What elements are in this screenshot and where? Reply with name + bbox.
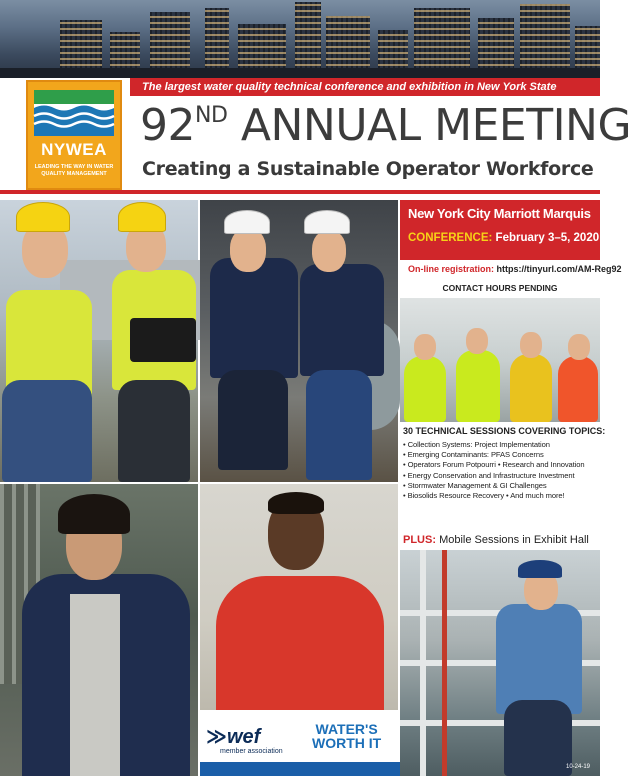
plus-note	[403, 534, 589, 546]
nywea-logo	[26, 80, 122, 190]
meeting-suffix: ND	[195, 103, 228, 128]
list-item: • Operators Forum Potpourri • Research and Innovation	[403, 460, 585, 470]
list-item: • Collection Systems: Project Implementation	[403, 440, 550, 449]
title-banner	[0, 78, 631, 194]
logo-slogan: LEADING THE WAY IN WATER QUALITY MANAGEMENT	[34, 164, 114, 177]
event-venue: New York City Marriott Marquis	[408, 206, 591, 221]
list-item: • Emerging Contaminants: PFAS Concerns	[403, 450, 544, 460]
city-skyline-photo	[0, 0, 600, 78]
worth-line-1: WATER'S	[315, 721, 378, 737]
plus-label: PLUS:	[403, 534, 436, 546]
conference-date-value: February 3–5, 2020	[495, 232, 600, 244]
wef-logo: ≫wef	[206, 726, 261, 748]
tagline-bar: The largest water quality technical conference and exhibition in New York State	[130, 78, 600, 96]
photo-engineers	[0, 200, 198, 482]
water-waves-icon	[34, 90, 114, 136]
meeting-subtitle: Creating a Sustainable Operator Workforce	[142, 158, 594, 180]
list-item: • Stormwater Management & GI Challenges	[403, 480, 547, 490]
photo-operators-plant	[200, 200, 398, 482]
photo-woman-operator	[0, 484, 198, 776]
banner-divider	[0, 190, 600, 194]
photo-man-red-hoodie	[200, 484, 398, 710]
worth-line-2: WORTH IT	[312, 735, 382, 751]
photo-operator-railing	[400, 550, 600, 776]
registration-line	[400, 260, 622, 278]
waters-worth-it-logo	[312, 722, 381, 750]
meeting-title	[140, 100, 631, 151]
meeting-number: 92	[140, 100, 195, 151]
registration-link[interactable]: https://tinyurl.com/AM-Reg92	[496, 264, 622, 274]
footer-strip	[200, 762, 400, 776]
registration-label: On-line registration:	[408, 264, 495, 274]
technical-sessions-panel	[400, 424, 606, 548]
conference-dates	[408, 232, 599, 244]
sessions-title: 30 TECHNICAL SESSIONS COVERING TOPICS:	[403, 426, 606, 436]
sessions-topic-list	[403, 440, 585, 501]
contact-hours-note: CONTACT HOURS PENDING	[442, 283, 558, 293]
sponsor-logos	[200, 710, 400, 766]
list-item: • Energy Conservation and Infrastructure Investment	[403, 470, 575, 480]
conference-label: CONFERENCE:	[408, 232, 493, 244]
print-code: 10-24-19	[566, 764, 591, 770]
wef-tagline: member association	[220, 748, 283, 755]
plus-text: Mobile Sessions in Exhibit Hall	[439, 534, 589, 546]
list-item: • Biosolids Resource Recovery • And much more!	[403, 491, 565, 501]
photo-group-vests	[400, 298, 600, 422]
wef-logo-text: wef	[226, 726, 261, 748]
event-info-header	[400, 200, 600, 260]
meeting-title-text: ANNUAL MEETING	[240, 100, 631, 151]
logo-name: NYWEA	[41, 140, 107, 159]
